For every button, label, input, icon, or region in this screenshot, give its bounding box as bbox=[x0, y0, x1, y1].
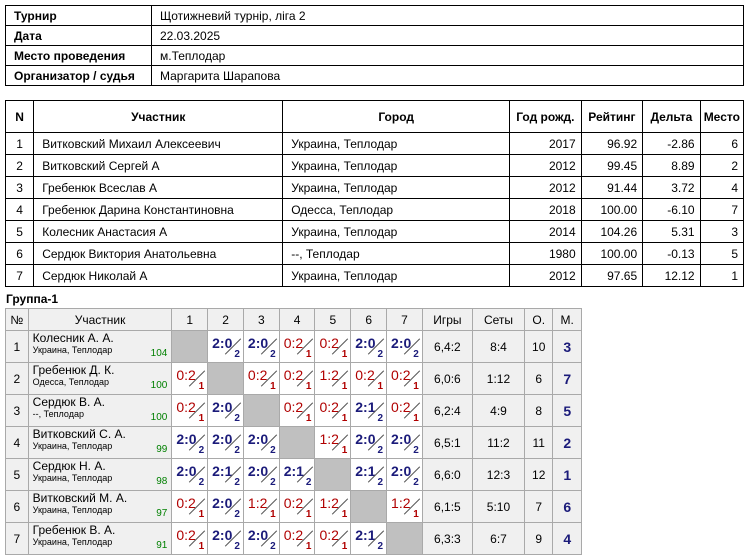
match-score: 2:0 bbox=[212, 399, 233, 415]
participant-city: Украина, Теплодар bbox=[283, 265, 510, 287]
player-city: Одесса, Теплодар bbox=[32, 377, 110, 387]
match-points: 1 bbox=[413, 509, 419, 520]
group-row-number: 1 bbox=[6, 331, 29, 363]
match-cell bbox=[387, 363, 423, 395]
match-score: 1:2 bbox=[319, 495, 339, 511]
match-cell bbox=[387, 459, 423, 491]
info-value: м.Теплодар bbox=[152, 46, 744, 66]
info-row bbox=[6, 66, 744, 86]
match-score: 1:2 bbox=[391, 495, 411, 511]
match-points: 1 bbox=[341, 349, 348, 360]
match-points: 1 bbox=[341, 445, 348, 456]
participant-place: 3 bbox=[700, 221, 743, 243]
participant-name: Колесник Анастасия А bbox=[34, 221, 283, 243]
self-cell bbox=[387, 523, 423, 555]
participant-rating: 100.00 bbox=[581, 243, 643, 265]
participant-delta: 12.12 bbox=[643, 265, 700, 287]
participant-city: Одесса, Теплодар bbox=[283, 199, 510, 221]
match-score: 2:0 bbox=[247, 431, 269, 447]
participant-place: 4 bbox=[700, 177, 743, 199]
match-score: 0:2 bbox=[319, 335, 339, 351]
table-row bbox=[6, 177, 744, 199]
group-points: 12 bbox=[525, 459, 553, 491]
group-sets: 6:7 bbox=[472, 523, 524, 555]
group-col-points: О. bbox=[525, 309, 553, 331]
group-sets: 12:3 bbox=[472, 459, 524, 491]
participant-place: 1 bbox=[700, 265, 743, 287]
match-cell bbox=[315, 523, 351, 555]
match-cell bbox=[315, 395, 351, 427]
player-name: Сердюк В. А. bbox=[32, 395, 106, 409]
group-place: 1 bbox=[553, 459, 582, 491]
match-cell bbox=[172, 427, 208, 459]
group-sets: 8:4 bbox=[472, 331, 524, 363]
participant-name: Сердюк Виктория Анатольевна bbox=[34, 243, 283, 265]
match-points: 1 bbox=[341, 381, 348, 392]
match-score: 0:2 bbox=[391, 399, 411, 415]
group-games: 6,2:4 bbox=[422, 395, 472, 427]
participant-name: Витковский Сергей А bbox=[34, 155, 283, 177]
group-points: 10 bbox=[525, 331, 553, 363]
match-score: 0:2 bbox=[283, 527, 304, 543]
match-score: 2:0 bbox=[212, 495, 233, 511]
match-points: 2 bbox=[234, 445, 240, 456]
participant-delta: 3.72 bbox=[643, 177, 700, 199]
participant-year: 2014 bbox=[510, 221, 582, 243]
self-cell bbox=[315, 459, 351, 491]
match-score: 2:0 bbox=[212, 527, 233, 543]
match-score: 2:0 bbox=[176, 463, 197, 479]
group-games: 6,1:5 bbox=[422, 491, 472, 523]
group-place: 3 bbox=[553, 331, 582, 363]
match-points: 2 bbox=[377, 413, 384, 424]
match-points: 2 bbox=[413, 477, 419, 488]
player-city: Украина, Теплодар bbox=[32, 537, 113, 547]
match-score: 0:2 bbox=[283, 335, 304, 351]
match-points: 1 bbox=[413, 413, 419, 424]
participant-year: 1980 bbox=[510, 243, 582, 265]
group-col-participant: Участник bbox=[28, 309, 172, 331]
group-row bbox=[6, 331, 582, 363]
player-name: Гребенюк В. А. bbox=[32, 523, 116, 537]
participant-rating: 96.92 bbox=[581, 133, 643, 155]
info-key: Организатор / судья bbox=[6, 66, 152, 86]
player-city: Украина, Теплодар bbox=[32, 473, 113, 483]
participant-n: 1 bbox=[6, 133, 34, 155]
player-name: Сердюк Н. А. bbox=[32, 459, 106, 473]
self-cell bbox=[243, 395, 279, 427]
info-value: Щотижневий турнір, ліга 2 bbox=[152, 6, 744, 26]
group-col-4: 4 bbox=[279, 309, 315, 331]
col-year: Год рожд. bbox=[510, 101, 582, 133]
group-row bbox=[6, 395, 582, 427]
participant-n: 3 bbox=[6, 177, 34, 199]
participant-n: 7 bbox=[6, 265, 34, 287]
group-player bbox=[28, 331, 172, 363]
match-points: 2 bbox=[234, 509, 240, 520]
match-points: 1 bbox=[341, 413, 348, 424]
match-points: 1 bbox=[198, 413, 205, 424]
match-score: 2:0 bbox=[355, 335, 376, 351]
match-cell bbox=[243, 427, 279, 459]
group-place: 4 bbox=[553, 523, 582, 555]
player-rating: 97 bbox=[156, 508, 168, 519]
match-score: 1:2 bbox=[319, 431, 339, 447]
participant-name: Витковский Михаил Алексеевич bbox=[34, 133, 283, 155]
match-cell bbox=[243, 459, 279, 491]
match-cell bbox=[243, 331, 279, 363]
match-points: 2 bbox=[377, 541, 384, 552]
group-points: 8 bbox=[525, 395, 553, 427]
match-score: 0:2 bbox=[355, 367, 375, 383]
match-cell bbox=[208, 427, 244, 459]
match-cell bbox=[351, 395, 387, 427]
self-cell bbox=[208, 363, 244, 395]
match-points: 1 bbox=[305, 349, 312, 360]
group-col-5: 5 bbox=[315, 309, 351, 331]
match-cell bbox=[387, 331, 423, 363]
group-header-row bbox=[6, 309, 582, 331]
group-col-2: 2 bbox=[208, 309, 244, 331]
participant-place: 7 bbox=[700, 199, 743, 221]
match-score: 2:1 bbox=[355, 463, 376, 479]
group-row bbox=[6, 491, 582, 523]
match-points: 2 bbox=[234, 349, 240, 360]
group-row bbox=[6, 427, 582, 459]
player-name: Колесник А. А. bbox=[32, 331, 114, 345]
participant-city: Украина, Теплодар bbox=[283, 177, 510, 199]
group-row-number: 7 bbox=[6, 523, 29, 555]
match-points: 2 bbox=[377, 349, 384, 360]
group-player bbox=[28, 363, 172, 395]
group-points: 11 bbox=[525, 427, 553, 459]
group-points: 7 bbox=[525, 491, 553, 523]
col-rating: Рейтинг bbox=[581, 101, 643, 133]
participant-rating: 104.26 bbox=[581, 221, 643, 243]
match-cell bbox=[387, 427, 423, 459]
participant-delta: -2.86 bbox=[643, 133, 700, 155]
player-city: Украина, Теплодар bbox=[32, 441, 113, 451]
match-points: 1 bbox=[305, 541, 312, 552]
table-row bbox=[6, 155, 744, 177]
self-cell bbox=[351, 491, 387, 523]
table-row bbox=[6, 265, 744, 287]
participant-rating: 97.65 bbox=[581, 265, 643, 287]
match-points: 1 bbox=[198, 509, 205, 520]
participants-table bbox=[5, 100, 744, 287]
match-score: 1:2 bbox=[319, 367, 339, 383]
participant-name: Гребенюк Дарина Константиновна bbox=[34, 199, 283, 221]
group-col-sets: Сеты bbox=[472, 309, 524, 331]
player-rating: 100 bbox=[150, 380, 168, 391]
match-score: 2:0 bbox=[391, 463, 412, 479]
group-row bbox=[6, 363, 582, 395]
match-score: 0:2 bbox=[176, 527, 196, 543]
participant-year: 2012 bbox=[510, 155, 582, 177]
match-cell bbox=[208, 331, 244, 363]
info-key: Дата bbox=[6, 26, 152, 46]
table-row bbox=[6, 243, 744, 265]
match-cell bbox=[279, 459, 315, 491]
match-points: 1 bbox=[198, 541, 205, 552]
match-cell bbox=[208, 491, 244, 523]
participant-n: 2 bbox=[6, 155, 34, 177]
match-score: 2:0 bbox=[355, 431, 376, 447]
group-row-number: 5 bbox=[6, 459, 29, 491]
self-cell bbox=[172, 331, 208, 363]
group-points: 6 bbox=[525, 363, 553, 395]
participant-year: 2012 bbox=[510, 177, 582, 199]
match-score: 0:2 bbox=[319, 399, 339, 415]
match-points: 1 bbox=[305, 413, 312, 424]
group-player bbox=[28, 427, 172, 459]
match-score: 2:0 bbox=[247, 527, 269, 543]
group-row-number: 2 bbox=[6, 363, 29, 395]
match-cell bbox=[243, 363, 279, 395]
participant-city: Украина, Теплодар bbox=[283, 221, 510, 243]
match-points: 2 bbox=[270, 541, 276, 552]
match-score: 2:0 bbox=[391, 431, 412, 447]
col-city: Город bbox=[283, 101, 510, 133]
match-score: 0:2 bbox=[176, 495, 196, 511]
match-cell bbox=[172, 491, 208, 523]
match-cell bbox=[351, 427, 387, 459]
match-cell bbox=[279, 491, 315, 523]
player-city: Украина, Теплодар bbox=[32, 505, 113, 515]
match-points: 2 bbox=[234, 413, 240, 424]
info-value: 22.03.2025 bbox=[152, 26, 744, 46]
participant-n: 4 bbox=[6, 199, 34, 221]
participant-rating: 100.00 bbox=[581, 199, 643, 221]
match-score: 0:2 bbox=[283, 495, 304, 511]
match-score: 0:2 bbox=[176, 399, 196, 415]
match-points: 2 bbox=[198, 445, 205, 456]
group-player bbox=[28, 523, 172, 555]
match-score: 2:0 bbox=[212, 431, 233, 447]
player-rating: 99 bbox=[156, 444, 168, 455]
match-cell bbox=[172, 523, 208, 555]
match-cell bbox=[351, 331, 387, 363]
table-row bbox=[6, 199, 744, 221]
participant-n: 6 bbox=[6, 243, 34, 265]
group-row bbox=[6, 459, 582, 491]
match-points: 2 bbox=[377, 445, 384, 456]
match-points: 2 bbox=[270, 445, 276, 456]
group-col-place: М. bbox=[553, 309, 582, 331]
participant-place: 6 bbox=[700, 133, 743, 155]
match-cell bbox=[387, 491, 423, 523]
info-row bbox=[6, 46, 744, 66]
match-score: 2:1 bbox=[355, 527, 376, 543]
match-points: 1 bbox=[305, 381, 312, 392]
col-delta: Дельта bbox=[643, 101, 700, 133]
group-games: 6,3:3 bbox=[422, 523, 472, 555]
participant-year: 2018 bbox=[510, 199, 582, 221]
participant-name: Гребенюк Всеслав А bbox=[34, 177, 283, 199]
player-rating: 98 bbox=[156, 476, 168, 487]
player-rating: 104 bbox=[150, 348, 168, 359]
match-points: 1 bbox=[341, 541, 348, 552]
group-sets: 11:2 bbox=[472, 427, 524, 459]
match-cell bbox=[315, 427, 351, 459]
group-col-3: 3 bbox=[243, 309, 279, 331]
group-col-7: 7 bbox=[387, 309, 423, 331]
group-games: 6,4:2 bbox=[422, 331, 472, 363]
match-score: 0:2 bbox=[283, 399, 304, 415]
col-participant: Участник bbox=[34, 101, 283, 133]
group-points: 9 bbox=[525, 523, 553, 555]
match-points: 2 bbox=[413, 445, 419, 456]
group-games: 6,0:6 bbox=[422, 363, 472, 395]
group-col-1: 1 bbox=[172, 309, 208, 331]
match-points: 1 bbox=[305, 509, 312, 520]
group-col-6: 6 bbox=[351, 309, 387, 331]
match-points: 1 bbox=[377, 381, 384, 392]
match-score: 0:2 bbox=[319, 527, 339, 543]
match-cell bbox=[208, 523, 244, 555]
match-score: 2:1 bbox=[355, 399, 376, 415]
group-sets: 5:10 bbox=[472, 491, 524, 523]
match-score: 0:2 bbox=[247, 367, 268, 383]
match-cell bbox=[351, 363, 387, 395]
tournament-info-table bbox=[5, 5, 744, 86]
participant-rating: 99.45 bbox=[581, 155, 643, 177]
player-city: Украина, Теплодар bbox=[32, 345, 113, 355]
participant-place: 5 bbox=[700, 243, 743, 265]
match-score: 2:1 bbox=[283, 463, 304, 479]
participant-delta: 8.89 bbox=[643, 155, 700, 177]
match-cell bbox=[315, 491, 351, 523]
match-cell bbox=[208, 395, 244, 427]
info-row bbox=[6, 6, 744, 26]
match-score: 2:0 bbox=[247, 335, 269, 351]
group-games: 6,5:1 bbox=[422, 427, 472, 459]
match-score: 2:0 bbox=[212, 335, 233, 351]
match-points: 2 bbox=[198, 477, 205, 488]
match-score: 2:1 bbox=[212, 463, 233, 479]
group-col-n: № bbox=[6, 309, 29, 331]
match-cell bbox=[279, 331, 315, 363]
match-cell bbox=[351, 523, 387, 555]
match-points: 1 bbox=[270, 509, 276, 520]
match-points: 2 bbox=[234, 541, 240, 552]
col-place: Место bbox=[700, 101, 743, 133]
table-row bbox=[6, 133, 744, 155]
info-key: Место проведения bbox=[6, 46, 152, 66]
match-points: 1 bbox=[270, 381, 276, 392]
match-score: 0:2 bbox=[176, 367, 196, 383]
match-score: 1:2 bbox=[247, 495, 268, 511]
participant-n: 5 bbox=[6, 221, 34, 243]
participant-delta: 5.31 bbox=[643, 221, 700, 243]
match-cell bbox=[172, 459, 208, 491]
match-cell bbox=[351, 459, 387, 491]
match-score: 2:0 bbox=[247, 463, 269, 479]
match-cell bbox=[279, 363, 315, 395]
match-cell bbox=[172, 363, 208, 395]
match-cell bbox=[387, 395, 423, 427]
match-score: 2:0 bbox=[176, 431, 197, 447]
participant-city: Украина, Теплодар bbox=[283, 155, 510, 177]
group-player bbox=[28, 491, 172, 523]
group-player bbox=[28, 395, 172, 427]
participant-name: Сердюк Николай А bbox=[34, 265, 283, 287]
col-n: N bbox=[6, 101, 34, 133]
match-cell bbox=[279, 523, 315, 555]
group-games: 6,6:0 bbox=[422, 459, 472, 491]
group-sets: 4:9 bbox=[472, 395, 524, 427]
participant-place: 2 bbox=[700, 155, 743, 177]
group-row-number: 4 bbox=[6, 427, 29, 459]
match-points: 2 bbox=[413, 349, 419, 360]
group-row-number: 6 bbox=[6, 491, 29, 523]
participant-year: 2017 bbox=[510, 133, 582, 155]
match-points: 2 bbox=[270, 477, 276, 488]
group-title: Группа-1 bbox=[6, 292, 59, 306]
match-cell bbox=[172, 395, 208, 427]
match-points: 2 bbox=[305, 477, 312, 488]
group-col-games: Игры bbox=[422, 309, 472, 331]
player-rating: 91 bbox=[156, 540, 168, 551]
player-rating: 100 bbox=[150, 412, 168, 423]
group-sets: 1:12 bbox=[472, 363, 524, 395]
match-cell bbox=[279, 395, 315, 427]
match-points: 1 bbox=[413, 381, 419, 392]
table-row bbox=[6, 221, 744, 243]
group-place: 6 bbox=[553, 491, 582, 523]
player-name: Витковский С. А. bbox=[32, 427, 126, 441]
match-cell bbox=[208, 459, 244, 491]
match-points: 2 bbox=[377, 477, 384, 488]
group-place: 2 bbox=[553, 427, 582, 459]
match-score: 0:2 bbox=[391, 367, 411, 383]
participant-city: --, Теплодар bbox=[283, 243, 510, 265]
group-place: 7 bbox=[553, 363, 582, 395]
player-city: --, Теплодар bbox=[32, 409, 84, 419]
group-table bbox=[5, 308, 582, 555]
participant-rating: 91.44 bbox=[581, 177, 643, 199]
info-row bbox=[6, 26, 744, 46]
info-key: Турнир bbox=[6, 6, 152, 26]
match-cell bbox=[243, 491, 279, 523]
group-row-number: 3 bbox=[6, 395, 29, 427]
player-name: Гребенюк Д. К. bbox=[32, 363, 115, 377]
match-points: 1 bbox=[341, 509, 348, 520]
participant-delta: -6.10 bbox=[643, 199, 700, 221]
self-cell bbox=[279, 427, 315, 459]
match-cell bbox=[315, 331, 351, 363]
participant-city: Украина, Теплодар bbox=[283, 133, 510, 155]
match-cell bbox=[243, 523, 279, 555]
group-row bbox=[6, 523, 582, 555]
participant-year: 2012 bbox=[510, 265, 582, 287]
match-score: 2:0 bbox=[391, 335, 412, 351]
player-name: Витковский М. А. bbox=[32, 491, 128, 505]
match-score: 0:2 bbox=[283, 367, 304, 383]
participant-delta: -0.13 bbox=[643, 243, 700, 265]
participants-header-row bbox=[6, 101, 744, 133]
group-place: 5 bbox=[553, 395, 582, 427]
match-cell bbox=[315, 363, 351, 395]
match-points: 2 bbox=[270, 349, 276, 360]
info-value: Маргарита Шарапова bbox=[152, 66, 744, 86]
group-player bbox=[28, 459, 172, 491]
match-points: 2 bbox=[234, 477, 240, 488]
match-points: 1 bbox=[198, 381, 205, 392]
